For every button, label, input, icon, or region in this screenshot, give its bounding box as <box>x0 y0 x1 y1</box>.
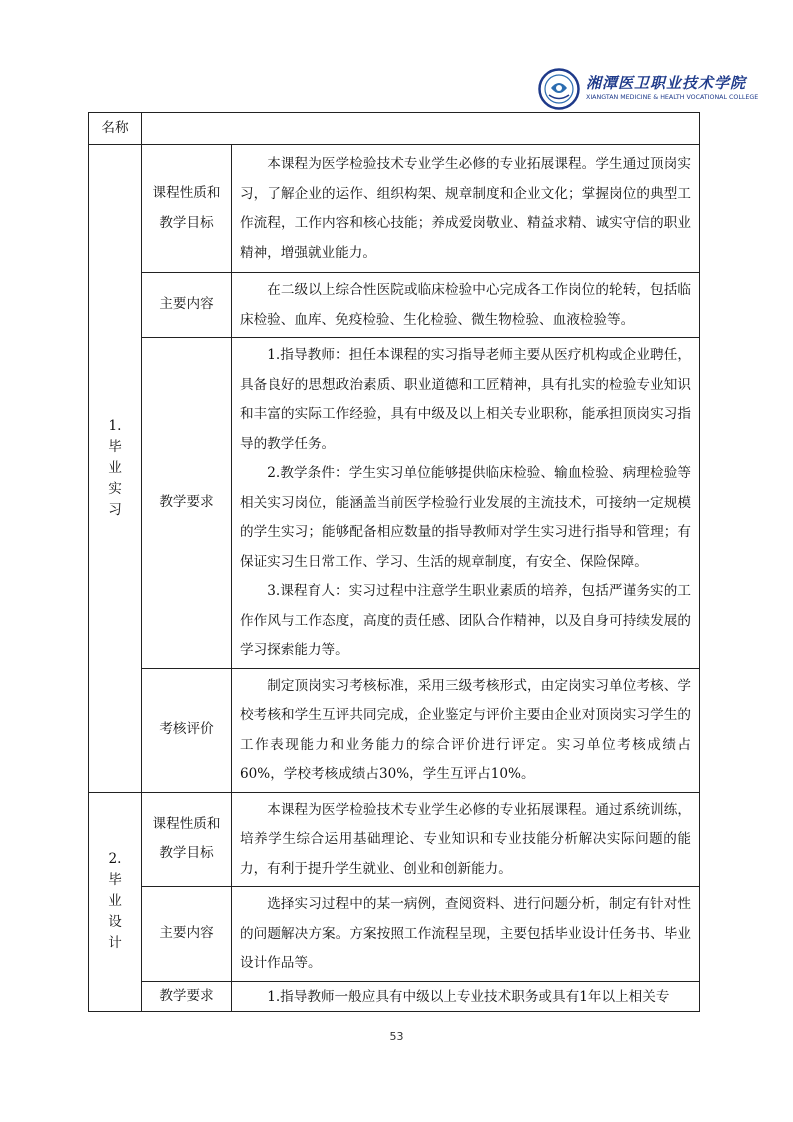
row-label-line: 教学要求 <box>159 494 214 510</box>
table-row <box>89 145 700 273</box>
table-row <box>89 887 700 982</box>
row-label-line: 课程性质和 <box>152 185 221 201</box>
row-content-cell <box>232 887 700 982</box>
school-name-cn: 湘潭医卫职业技术学院 <box>586 74 747 92</box>
row-label-line: 教学要求 <box>159 987 214 1004</box>
content-paragraph: 2.教学条件：学生实习单位能够提供临床检验、输血检验、病理检验等相关实习岗位，能涵盖当前医学检验行业发展的主流技术，可接纳一定规模的学生实习；能够配备相应数量的指导教师对学生实习进行指导和管理；有保证实习生日常工作、学习、生活的规章制度，有安全、保险保障。 <box>240 465 691 570</box>
section-title-cell <box>89 792 142 1012</box>
row-label-cell <box>142 145 232 273</box>
row-label-line: 考核评价 <box>159 721 214 738</box>
content-paragraph: 本课程为医学检验技术专业学生必修的专业拓展课程。通过系统训练，培养学生综合运用基础理论、专业知识和专业技能分析解决实际问题的能力，有利于提升学生就业、创业和创新能力。 <box>240 801 691 877</box>
header-empty-cell <box>142 113 700 145</box>
section-title-char: 毕 <box>108 872 122 889</box>
school-emblem-icon <box>538 68 580 110</box>
row-label-line: 主要内容 <box>159 296 214 313</box>
row-label-line: 教学目标 <box>159 845 214 862</box>
row-label-cell <box>142 792 232 887</box>
section-number: 1. <box>108 417 122 434</box>
row-content-cell <box>232 792 700 887</box>
row-content-cell <box>232 668 700 792</box>
table-row <box>89 792 700 887</box>
content-paragraph: 制定顶岗实习考核标准，采用三级考核形式，由定岗实习单位考核、学校考核和学生互评共同完成，企业鉴定与评价主要由企业对顶岗实习学生的工作表现能力和业务能力的综合评价进行评定。实习单位考核成绩占60%，学校考核成绩占30%，学生互评占10%。 <box>240 677 691 782</box>
content-paragraph: 1.指导教师一般应具有中级以上专业技术职务或具有1年以上相关专 <box>267 988 670 1005</box>
school-name-en: XIANGTAN MEDICINE & HEALTH VOCATIONAL COLLEGE <box>586 94 759 101</box>
row-label-cell <box>142 981 232 1012</box>
section-title-char: 业 <box>108 459 122 476</box>
row-content-cell <box>232 981 700 1012</box>
row-content-cell <box>232 273 700 338</box>
row-label-line: 主要内容 <box>159 925 214 941</box>
course-table <box>88 112 700 1012</box>
row-label-cell <box>142 338 232 669</box>
content-paragraph: 在二级以上综合性医院或临床检验中心完成各工作岗位的轮转，包括临床检验、血库、免疫检验、生化检验、微生物检验、血液检验等。 <box>240 282 691 328</box>
table-row <box>89 981 700 1012</box>
content-paragraph: 3.课程育人：实习过程中注意学生职业素质的培养，包括严谨务实的工作作风与工作态度，高度的责任感、团队合作精神，以及自身可持续发展的学习探索能力等。 <box>240 583 691 658</box>
row-label-cell <box>142 887 232 982</box>
row-label-cell <box>142 273 232 338</box>
page-number: 53 <box>389 1030 404 1043</box>
section-title-char: 设 <box>108 914 122 931</box>
row-label-cell <box>142 668 232 792</box>
row-content-cell <box>232 338 700 669</box>
content-paragraph: 1.指导教师：担任本课程的实习指导老师主要从医疗机构或企业聘任，具备良好的思想政治素质、职业道德和工匠精神，具有扎实的检验专业知识和丰富的实际工作经验，具有中级及以上相关专业职称，能承担顶岗实习指导的教学任务。 <box>240 347 691 452</box>
table-row <box>89 338 700 669</box>
section-title-cell <box>89 145 142 793</box>
table-header-row <box>89 113 700 145</box>
table-row <box>89 273 700 338</box>
row-label-line: 课程性质和 <box>152 815 221 832</box>
table-row <box>89 668 700 792</box>
row-label-line: 教学目标 <box>159 214 214 231</box>
content-paragraph: 本课程为医学检验技术专业学生必修的专业拓展课程。学生通过顶岗实习，了解企业的运作、组织构架、规章制度和企业文化；掌握岗位的典型工作流程，工作内容和核心技能；养成爱岗敬业、精益求精、诚实守信的职业精神，增强就业能力。 <box>240 156 691 261</box>
row-content-cell <box>232 145 700 273</box>
section-title-char: 计 <box>108 935 122 952</box>
section-number: 2. <box>108 851 122 868</box>
section-title-char: 毕 <box>108 438 122 455</box>
school-logo <box>538 68 776 112</box>
header-name-cell: 名称 <box>89 113 142 145</box>
section-title-char: 业 <box>108 893 122 910</box>
section-title-char: 实 <box>108 480 122 497</box>
content-paragraph: 选择实习过程中的某一病例，查阅资料、进行问题分析，制定有针对性的问题解决方案。方案按照工作流程呈现，主要包括毕业设计任务书、毕业设计作品等。 <box>240 896 691 971</box>
section-title-char: 习 <box>108 501 122 518</box>
